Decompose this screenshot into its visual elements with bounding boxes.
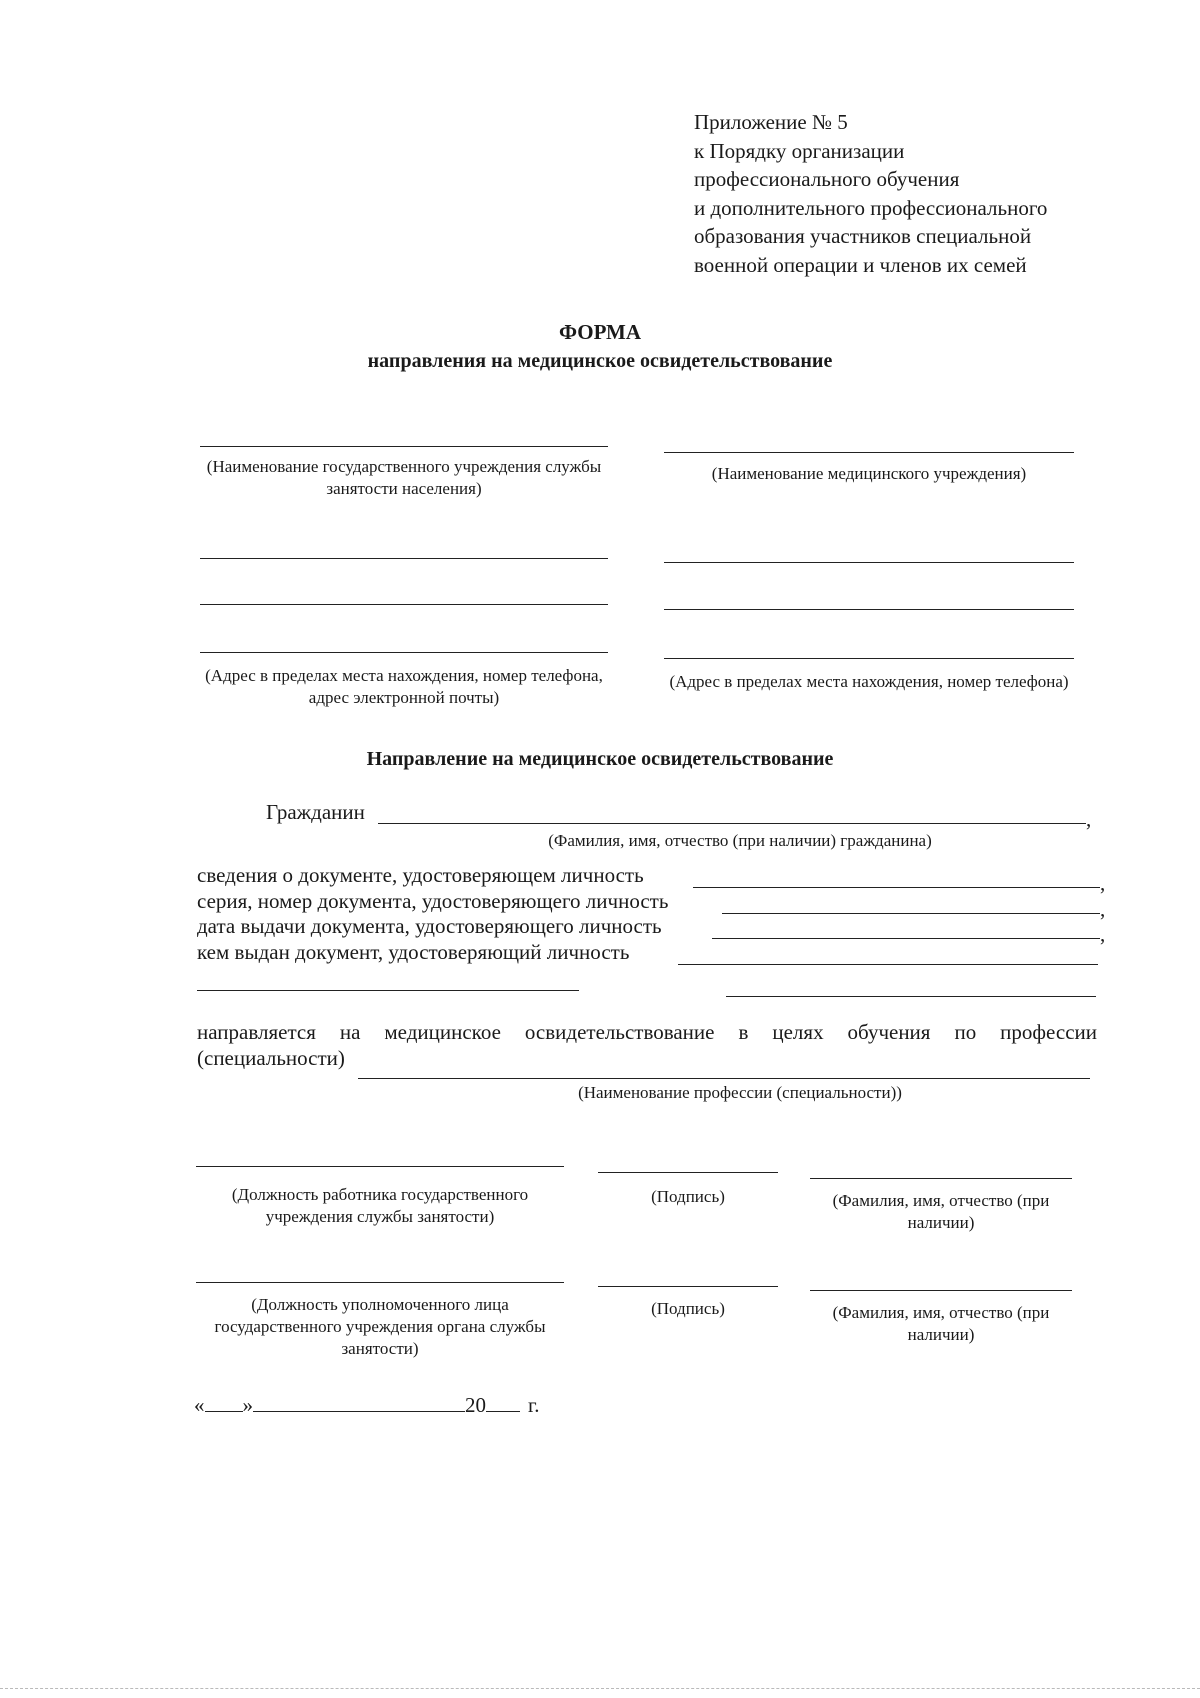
- right-address-line-3[interactable]: [664, 658, 1074, 659]
- form-title: ФОРМА: [558, 320, 642, 344]
- doc-date-line[interactable]: [712, 938, 1100, 939]
- citizen-name-line[interactable]: [378, 823, 1086, 824]
- specialty-caption: (Наименование профессии (специальности)): [578, 1083, 902, 1102]
- specialty-label: (специальности): [197, 1046, 345, 1070]
- right-address-caption: (Адрес в пределах места нахождения, номер телефона): [669, 672, 1069, 691]
- doc-info-label: сведения о документе, удостоверяющем личность: [197, 863, 644, 887]
- left-address-caption: (Адрес в пределах места нахождения, номер телефона, адрес электронной почты): [205, 666, 603, 707]
- appendix-line: профессионального обучения: [694, 167, 960, 191]
- comma: ,: [1100, 871, 1106, 895]
- date-month-blank[interactable]: [253, 1393, 465, 1412]
- right-name-caption: (Наименование медицинского учреждения): [711, 464, 1027, 483]
- doc-issuer-line-3[interactable]: [726, 996, 1096, 997]
- employee-signature-caption: (Подпись): [651, 1187, 725, 1206]
- employee-name-line[interactable]: [810, 1178, 1072, 1179]
- year-prefix: 20: [465, 1393, 486, 1417]
- right-name-line[interactable]: [664, 452, 1074, 453]
- citizen-caption: (Фамилия, имя, отчество (при наличии) гражданина): [548, 831, 932, 850]
- official-position-line[interactable]: [196, 1282, 564, 1283]
- left-address-line-1[interactable]: [200, 558, 608, 559]
- doc-series-label: серия, номер документа, удостоверяющего личность: [197, 889, 669, 913]
- employee-name-caption: (Фамилия, имя, отчество (при наличии): [832, 1191, 1050, 1232]
- scan-artifact-line: [0, 1688, 1200, 1689]
- employee-position-caption: (Должность работника государственного учреждения службы занятости): [231, 1185, 529, 1226]
- official-signature-line[interactable]: [598, 1286, 778, 1287]
- specialty-line[interactable]: [358, 1078, 1090, 1079]
- appendix-line: и дополнительного профессионального: [694, 195, 1048, 220]
- purpose-text: направляется на медицинское освидетельствование в целях обучения по профессии: [197, 1020, 1097, 1044]
- doc-issuer-line-2[interactable]: [197, 990, 579, 991]
- year-suffix: г.: [528, 1393, 540, 1417]
- comma: ,: [1086, 807, 1092, 831]
- comma: ,: [1100, 897, 1106, 921]
- doc-issuer-line-1[interactable]: [678, 964, 1098, 965]
- employee-position-line[interactable]: [196, 1166, 564, 1167]
- date-row: [194, 1393, 540, 1417]
- doc-date-label: дата выдачи документа, удостоверяющего личность: [197, 914, 662, 938]
- comma: ,: [1100, 922, 1106, 946]
- left-address-line-2[interactable]: [200, 604, 608, 605]
- date-year-blank[interactable]: [486, 1393, 520, 1412]
- close-quote: »: [242, 1393, 253, 1417]
- section-title: Направление на медицинское освидетельствование: [366, 748, 834, 770]
- date-day-blank[interactable]: [205, 1393, 243, 1412]
- citizen-label: Гражданин: [266, 800, 365, 824]
- right-address-line-1[interactable]: [664, 562, 1074, 563]
- employee-signature-line[interactable]: [598, 1172, 778, 1173]
- left-name-caption: (Наименование государственного учреждения службы занятости населения): [206, 457, 602, 498]
- doc-issuer-label: кем выдан документ, удостоверяющий личность: [197, 940, 630, 964]
- left-address-line-3[interactable]: [200, 652, 608, 653]
- official-name-line[interactable]: [810, 1290, 1072, 1291]
- appendix-header: [694, 108, 1047, 279]
- doc-info-line[interactable]: [693, 887, 1100, 888]
- official-signature-caption: (Подпись): [651, 1299, 725, 1318]
- right-address-line-2[interactable]: [664, 609, 1074, 610]
- official-name-caption: (Фамилия, имя, отчество (при наличии): [832, 1303, 1050, 1344]
- left-name-line[interactable]: [200, 446, 608, 447]
- open-quote: «: [194, 1393, 205, 1417]
- official-position-caption: (Должность уполномоченного лица государственного учреждения органа службы занятости): [214, 1295, 546, 1358]
- appendix-line: военной операции и членов их семей: [694, 252, 1027, 277]
- appendix-line: Приложение № 5: [694, 110, 848, 134]
- doc-series-line[interactable]: [722, 913, 1100, 914]
- form-subtitle: направления на медицинское освидетельствование: [367, 350, 833, 372]
- appendix-line: к Порядку организации: [694, 138, 905, 163]
- appendix-line: образования участников специальной: [694, 224, 1032, 248]
